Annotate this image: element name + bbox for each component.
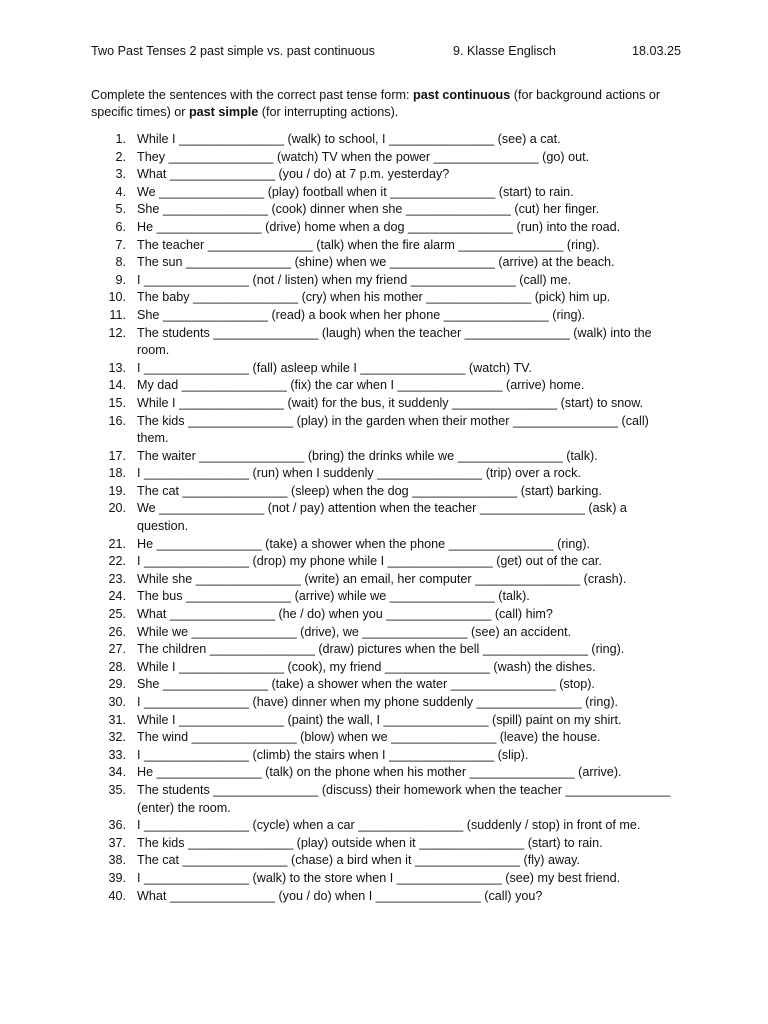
exercise-number: 18.: [108, 466, 126, 481]
exercise-item: [91, 149, 681, 167]
exercise-sentence: He _______________ (take) a shower when the phone _______________ (ring).: [137, 536, 591, 551]
exercise-sentence: I _______________ (climb) the stairs when I _______________ (slip).: [137, 747, 529, 762]
exercise-number: 2.: [115, 149, 126, 164]
instructions-text-3: (for interrupting actions).: [258, 105, 399, 119]
instructions: [91, 87, 681, 121]
exercise-number: 11.: [109, 307, 126, 322]
exercise-item: [91, 166, 681, 184]
exercise-item: [91, 817, 681, 835]
exercise-sentence: I _______________ (cycle) when a car _______________ (suddenly / stop) in front of me.: [137, 818, 641, 833]
exercise-item: [91, 219, 681, 237]
instructions-text-1: Complete the sentences with the correct past tense form:: [91, 88, 413, 102]
exercise-sentence: We _______________ (not / pay) attention when the teacher _______________ (ask) a question.: [137, 501, 627, 534]
exercise-sentence: My dad _______________ (fix) the car when I _______________ (arrive) home.: [137, 378, 585, 393]
exercise-sentence: What _______________ (you / do) when I _______________ (call) you?: [137, 888, 543, 903]
exercise-number: 8.: [115, 255, 126, 270]
exercise-number: 40.: [108, 888, 126, 903]
exercise-number: 19.: [108, 483, 126, 498]
exercise-item: [91, 201, 681, 219]
exercise-number: 4.: [115, 184, 126, 199]
exercise-item: [91, 782, 681, 817]
exercise-sentence: She _______________ (read) a book when her phone _______________ (ring).: [137, 307, 586, 322]
exercise-item: [91, 852, 681, 870]
exercise-sentence: I _______________ (have) dinner when my phone suddenly _______________ (ring).: [137, 695, 619, 709]
exercise-number: 35.: [108, 782, 126, 797]
exercise-item: [91, 325, 681, 360]
exercise-item: [91, 888, 681, 906]
exercise-number: 10.: [108, 290, 126, 305]
exercise-sentence: What _______________ (he / do) when you _______________ (call) him?: [137, 607, 553, 622]
exercise-number: 25.: [108, 607, 126, 622]
exercise-item: [91, 536, 681, 554]
exercise-sentence: While she _______________ (write) an email, her computer _______________ (crash).: [137, 571, 627, 586]
exercise-item: [91, 606, 681, 624]
exercise-item: [91, 641, 681, 659]
exercise-number: 34.: [108, 765, 126, 780]
exercise-item: [91, 413, 681, 448]
instructions-text-2: (for background actions or specific times) or: [91, 88, 661, 119]
exercise-sentence: I _______________ (walk) to the store when I _______________ (see) my best friend.: [137, 870, 621, 885]
exercise-number: 27.: [108, 642, 126, 657]
exercise-item: [91, 659, 681, 677]
exercise-item: [91, 747, 681, 765]
exercise-number: 21.: [108, 536, 126, 551]
exercise-number: 24.: [108, 589, 126, 604]
exercise-item: [91, 694, 681, 712]
exercise-number: 38.: [108, 853, 126, 868]
exercise-item: [91, 624, 681, 642]
exercise-number: 7.: [115, 237, 126, 252]
exercise-number: 9.: [115, 272, 126, 287]
exercise-item: [91, 254, 681, 272]
exercise-item: [91, 131, 681, 149]
exercise-number: 30.: [108, 695, 126, 709]
exercise-sentence: The children _______________ (draw) pictures when the bell _______________ (ring).: [137, 642, 625, 657]
exercise-sentence: The cat _______________ (chase) a bird when it _______________ (fly) away.: [137, 853, 580, 868]
instructions-bold-past-continuous: past continuous: [413, 88, 511, 102]
exercise-item: [91, 676, 681, 694]
exercise-number: 39.: [108, 870, 126, 885]
exercise-sentence: The waiter _______________ (bring) the drinks while we _______________ (talk).: [137, 448, 598, 463]
exercise-list: [91, 131, 681, 905]
exercise-number: 5.: [115, 202, 126, 217]
exercise-sentence: The teacher _______________ (talk) when the fire alarm _______________ (ring).: [137, 237, 600, 252]
exercise-sentence: While I _______________ (wait) for the bus, it suddenly _______________ (start) to snow.: [137, 395, 644, 410]
exercise-sentence: The cat _______________ (sleep) when the dog _______________ (start) barking.: [137, 483, 602, 498]
exercise-number: 16.: [108, 413, 126, 428]
exercise-number: 6.: [115, 219, 126, 234]
class-label: 9. Klasse Englisch: [453, 44, 556, 58]
exercise-item: [91, 571, 681, 589]
exercise-number: 12.: [108, 325, 126, 340]
exercise-sentence: While I _______________ (walk) to school, I _______________ (see) a cat.: [137, 132, 561, 146]
exercise-sentence: The kids _______________ (play) in the garden when their mother _______________ (call) them.: [137, 413, 649, 446]
exercise-number: 29.: [108, 677, 126, 692]
exercise-sentence: The kids _______________ (play) outside when it _______________ (start) to rain.: [137, 835, 603, 850]
exercise-item: [91, 870, 681, 888]
exercise-sentence: They _______________ (watch) TV when the power _______________ (go) out.: [137, 149, 590, 164]
exercise-sentence: While we _______________ (drive), we _______________ (see) an accident.: [137, 624, 572, 639]
exercise-sentence: While I _______________ (paint) the wall, I _______________ (spill) paint on my shirt.: [137, 712, 622, 727]
exercise-item: [91, 465, 681, 483]
exercise-sentence: She _______________ (take) a shower when the water _______________ (stop).: [137, 677, 595, 692]
exercise-sentence: He _______________ (drive) home when a dog _______________ (run) into the road.: [137, 219, 621, 234]
exercise-number: 15.: [108, 395, 126, 410]
exercise-number: 37.: [108, 835, 126, 850]
exercise-sentence: The students _______________ (discuss) their homework when the teacher _______________ (enter) the room.: [137, 782, 671, 815]
exercise-item: [91, 764, 681, 782]
exercise-item: [91, 360, 681, 378]
exercise-sentence: He _______________ (talk) on the phone when his mother _______________ (arrive).: [137, 765, 622, 780]
exercise-item: [91, 835, 681, 853]
exercise-item: [91, 307, 681, 325]
exercise-sentence: I _______________ (run) when I suddenly _______________ (trip) over a rock.: [137, 466, 581, 481]
exercise-number: 13.: [108, 360, 126, 375]
exercise-number: 26.: [108, 624, 126, 639]
exercise-item: [91, 237, 681, 255]
exercise-item: [91, 184, 681, 202]
exercise-sentence: She _______________ (cook) dinner when she _______________ (cut) her finger.: [137, 202, 600, 217]
exercise-sentence: While I _______________ (cook), my friend _______________ (wash) the dishes.: [137, 659, 596, 674]
exercise-sentence: The sun _______________ (shine) when we _______________ (arrive) at the beach.: [137, 255, 615, 270]
worksheet-title: Two Past Tenses 2 past simple vs. past continuous: [91, 44, 375, 58]
instructions-bold-past-simple: past simple: [188, 105, 259, 119]
exercise-item: [91, 712, 681, 730]
exercise-number: 20.: [108, 501, 126, 516]
exercise-sentence: The baby _______________ (cry) when his mother _______________ (pick) him up.: [137, 290, 611, 305]
exercise-number: 3.: [115, 167, 126, 182]
exercise-item: [91, 483, 681, 501]
exercise-item: [91, 289, 681, 307]
exercise-number: 32.: [108, 730, 126, 745]
exercise-item: [91, 553, 681, 571]
exercise-number: 14.: [108, 378, 126, 393]
exercise-number: 33.: [108, 747, 126, 762]
exercise-sentence: I _______________ (drop) my phone while I _______________ (get) out of the car.: [137, 554, 602, 569]
exercise-number: 1.: [115, 132, 126, 146]
exercise-number: 22.: [108, 554, 126, 569]
exercise-sentence: I _______________ (fall) asleep while I _______________ (watch) TV.: [137, 360, 532, 375]
exercise-sentence: The wind _______________ (blow) when we _______________ (leave) the house.: [137, 730, 601, 745]
exercise-number: 23.: [108, 571, 126, 586]
exercise-sentence: I _______________ (not / listen) when my friend _______________ (call) me.: [137, 272, 572, 287]
exercise-number: 36.: [108, 818, 126, 833]
page-header: [91, 43, 681, 59]
exercise-item: [91, 588, 681, 606]
exercise-number: 28.: [108, 659, 126, 674]
exercise-item: [91, 377, 681, 395]
exercise-sentence: The students _______________ (laugh) when the teacher _______________ (walk) into the room.: [137, 325, 652, 358]
exercise-item: [91, 500, 681, 535]
exercise-item: [91, 448, 681, 466]
exercise-item: [91, 395, 681, 413]
exercise-sentence: What _______________ (you / do) at 7 p.m. yesterday?: [137, 167, 450, 182]
exercise-number: 17.: [108, 448, 126, 463]
exercise-item: [91, 272, 681, 290]
exercise-number: 31.: [108, 712, 126, 727]
exercise-sentence: We _______________ (play) football when it _______________ (start) to rain.: [137, 184, 574, 199]
exercise-sentence: The bus _______________ (arrive) while we _______________ (talk).: [137, 589, 530, 604]
date-label: 18.03.25: [631, 44, 681, 58]
exercise-item: [91, 729, 681, 747]
